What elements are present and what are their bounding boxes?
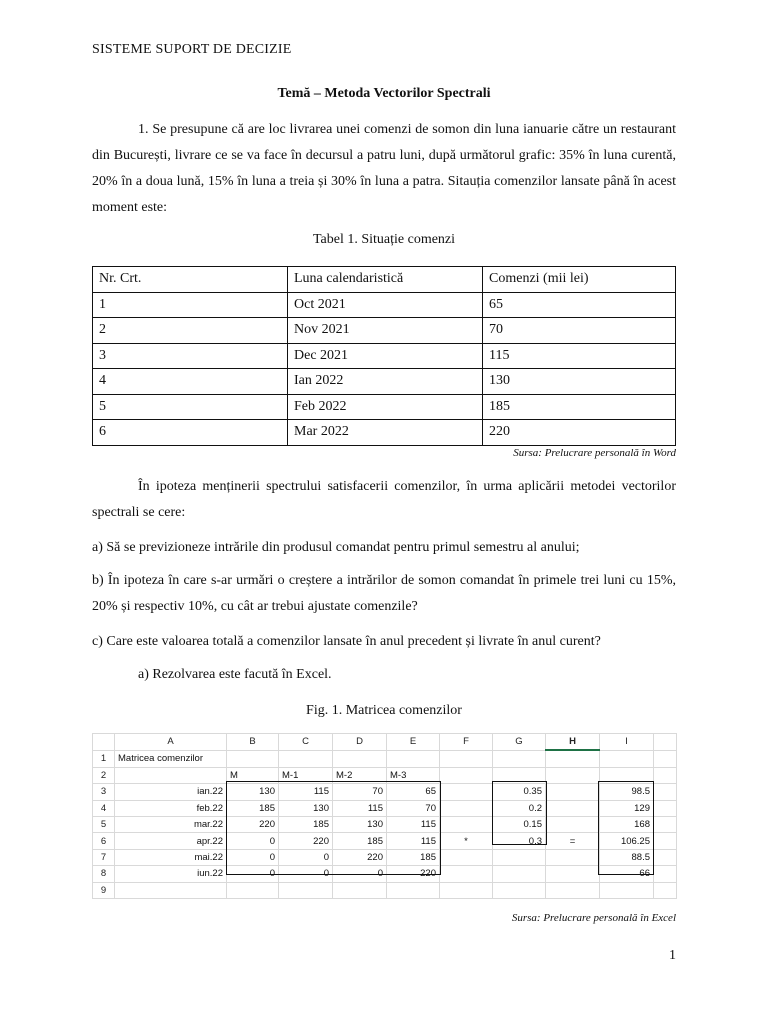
spreadsheet-cell-g[interactable] xyxy=(493,866,546,882)
spreadsheet-cell-i[interactable]: 88.5 xyxy=(600,849,654,865)
spreadsheet-cell-extra xyxy=(654,800,677,816)
spreadsheet-cell-c[interactable] xyxy=(279,750,333,767)
spreadsheet-cell-d[interactable]: 70 xyxy=(333,784,387,800)
table-header-cell: Comenzi (mii lei) xyxy=(483,267,676,293)
row-header: 4 xyxy=(93,800,115,816)
column-header-row xyxy=(93,734,677,751)
table-cell: 65 xyxy=(483,292,676,318)
row-header: 2 xyxy=(93,767,115,783)
table-header-cell: Nr. Crt. xyxy=(93,267,288,293)
table-row xyxy=(93,292,676,318)
spreadsheet-cell-c[interactable]: M-1 xyxy=(279,767,333,783)
spreadsheet-cell-f[interactable] xyxy=(440,882,493,898)
fig1-source: Sursa: Prelucrare personală în Excel xyxy=(511,912,676,924)
column-header: G xyxy=(493,734,546,751)
fig1-caption: Fig. 1. Matricea comenzilor xyxy=(306,703,462,718)
spreadsheet-cell-d[interactable]: 115 xyxy=(333,800,387,816)
spreadsheet-cell-b[interactable]: 220 xyxy=(227,816,279,832)
question-c: c) Care este valoarea totală a comenzilor lansate în anul precedent și livrate în anul curent? xyxy=(92,634,601,649)
spreadsheet-cell-h[interactable] xyxy=(546,849,600,865)
column-header: A xyxy=(115,734,227,751)
spreadsheet-cell-a[interactable]: mai.22 xyxy=(115,849,227,865)
spreadsheet-cell-g[interactable] xyxy=(493,849,546,865)
spreadsheet-cell-h[interactable] xyxy=(546,784,600,800)
spreadsheet-cell-h[interactable]: = xyxy=(546,833,600,849)
column-header: F xyxy=(440,734,493,751)
table1-source: Sursa: Prelucrare personală în Word xyxy=(513,447,676,459)
table-row xyxy=(93,318,676,344)
spreadsheet-cell-a[interactable]: mar.22 xyxy=(115,816,227,832)
spreadsheet-cell-b[interactable] xyxy=(227,882,279,898)
row-header: 7 xyxy=(93,849,115,865)
spreadsheet-cell-extra xyxy=(654,784,677,800)
table-cell: Dec 2021 xyxy=(288,343,483,369)
table-cell: 185 xyxy=(483,394,676,420)
spreadsheet-row xyxy=(93,816,677,832)
spreadsheet-cell-e[interactable]: 115 xyxy=(387,816,440,832)
row-header: 3 xyxy=(93,784,115,800)
table-row xyxy=(93,369,676,395)
spreadsheet-cell-h[interactable] xyxy=(546,866,600,882)
spreadsheet-cell-b[interactable]: 185 xyxy=(227,800,279,816)
hypothesis-paragraph: În ipoteza menținerii spectrului satisfacerii comenzilor, în urma aplicării metodei vectorilor spectrali se cere: xyxy=(92,479,676,520)
spreadsheet-cell-h[interactable] xyxy=(546,767,600,783)
table-cell: 5 xyxy=(93,394,288,420)
spreadsheet-cell-i[interactable]: 66 xyxy=(600,866,654,882)
spreadsheet-row xyxy=(93,800,677,816)
spreadsheet-cell-b[interactable]: 130 xyxy=(227,784,279,800)
spreadsheet-cell-f[interactable] xyxy=(440,866,493,882)
table-cell: 1 xyxy=(93,292,288,318)
spreadsheet-cell-f[interactable]: * xyxy=(440,833,493,849)
spreadsheet-cell-d[interactable]: 185 xyxy=(333,833,387,849)
spreadsheet-row xyxy=(93,849,677,865)
table-cell: 4 xyxy=(93,369,288,395)
table-cell: Oct 2021 xyxy=(288,292,483,318)
document-title: Temă – Metoda Vectorilor Spectrali xyxy=(277,86,491,101)
spreadsheet-cell-f[interactable] xyxy=(440,849,493,865)
question-a: a) Să se previzioneze intrările din produsul comandat pentru primul semestru al anului; xyxy=(92,540,580,555)
spreadsheet-cell-c[interactable]: 220 xyxy=(279,833,333,849)
spreadsheet-cell-g[interactable] xyxy=(493,882,546,898)
spreadsheet-cell-f[interactable] xyxy=(440,784,493,800)
table-cell: 70 xyxy=(483,318,676,344)
orders-table xyxy=(92,266,676,446)
spreadsheet-cell-f[interactable] xyxy=(440,750,493,767)
spreadsheet-cell-b[interactable]: 0 xyxy=(227,849,279,865)
spreadsheet-grid xyxy=(92,733,677,899)
table-cell: Nov 2021 xyxy=(288,318,483,344)
table-cell: Mar 2022 xyxy=(288,420,483,446)
spreadsheet-cell-g[interactable]: 0.15 xyxy=(493,816,546,832)
spreadsheet-cell-d[interactable]: 0 xyxy=(333,866,387,882)
column-header: B xyxy=(227,734,279,751)
spreadsheet-cell-c[interactable]: 130 xyxy=(279,800,333,816)
corner-cell xyxy=(93,734,115,751)
table-cell: 6 xyxy=(93,420,288,446)
spreadsheet-cell-a[interactable]: ian.22 xyxy=(115,784,227,800)
spreadsheet-cell-extra xyxy=(654,816,677,832)
page-number: 1 xyxy=(669,948,676,963)
intro-paragraph: 1. Se presupune că are loc livrarea unei comenzi de somon din luna ianuarie către un restaurant din București, livrare ce se va face în decursul a patru luni, după următorul grafic: 35% în luna curentă, 20% în a doua lună, 15% în luna a treia și 30% în luna a patra. Sitauția comenzilor lansate până în acest moment este: xyxy=(92,122,676,215)
spreadsheet-cell-b[interactable]: 0 xyxy=(227,833,279,849)
spreadsheet-cell-e[interactable]: M-3 xyxy=(387,767,440,783)
spreadsheet-cell-f[interactable] xyxy=(440,767,493,783)
column-header-selected: H xyxy=(546,734,600,751)
table-row xyxy=(93,394,676,420)
spreadsheet-cell-g[interactable] xyxy=(493,750,546,767)
row-header: 8 xyxy=(93,866,115,882)
spreadsheet-cell-i[interactable] xyxy=(600,882,654,898)
spreadsheet-cell-d[interactable] xyxy=(333,882,387,898)
solution-line: a) Rezolvarea este facută în Excel. xyxy=(138,667,332,682)
spreadsheet-cell-extra xyxy=(654,833,677,849)
table-cell: 115 xyxy=(483,343,676,369)
spreadsheet-row xyxy=(93,882,677,898)
table-row xyxy=(93,420,676,446)
column-header: C xyxy=(279,734,333,751)
spreadsheet-cell-d[interactable]: M-2 xyxy=(333,767,387,783)
spreadsheet-cell-g[interactable] xyxy=(493,767,546,783)
spreadsheet-cell-i[interactable] xyxy=(600,750,654,767)
row-header: 6 xyxy=(93,833,115,849)
table1-caption: Tabel 1. Situație comenzi xyxy=(312,232,456,247)
spreadsheet-cell-c[interactable] xyxy=(279,882,333,898)
question-b: b) În ipoteza în care s-ar urmări o creștere a intrărilor de somon comandat în primele trei luni cu 15%, 20% și respectiv 10%, cu cât ar trebui ajustate comenzile? xyxy=(92,573,676,614)
table-cell: 2 xyxy=(93,318,288,344)
spreadsheet-cell-extra xyxy=(654,882,677,898)
spreadsheet-cell-a[interactable] xyxy=(115,767,227,783)
table-header-cell: Luna calendaristică xyxy=(288,267,483,293)
spreadsheet-cell-c[interactable]: 0 xyxy=(279,849,333,865)
spreadsheet-cell-a[interactable] xyxy=(115,882,227,898)
spreadsheet-cell-i[interactable] xyxy=(600,767,654,783)
spreadsheet-cell-h[interactable] xyxy=(546,882,600,898)
spreadsheet-cell-h[interactable] xyxy=(546,800,600,816)
column-header: E xyxy=(387,734,440,751)
spreadsheet-cell-extra xyxy=(654,767,677,783)
table-cell: Ian 2022 xyxy=(288,369,483,395)
spreadsheet-cell-d[interactable]: 220 xyxy=(333,849,387,865)
spreadsheet-cell-h[interactable] xyxy=(546,750,600,767)
spreadsheet-cell-e[interactable]: 185 xyxy=(387,849,440,865)
table-row xyxy=(93,343,676,369)
spreadsheet-cell-h[interactable] xyxy=(546,816,600,832)
table-cell: 3 xyxy=(93,343,288,369)
spreadsheet-cell-b[interactable] xyxy=(227,750,279,767)
spreadsheet-cell-i[interactable]: 98.5 xyxy=(600,784,654,800)
column-header xyxy=(654,734,677,751)
spreadsheet-cell-i[interactable]: 168 xyxy=(600,816,654,832)
column-header: I xyxy=(600,734,654,751)
spreadsheet-cell-i[interactable]: 106.25 xyxy=(600,833,654,849)
spreadsheet-row xyxy=(93,750,677,767)
spreadsheet-cell-extra xyxy=(654,750,677,767)
spreadsheet-cell-a[interactable]: iun.22 xyxy=(115,866,227,882)
table-cell: 130 xyxy=(483,369,676,395)
spreadsheet-cell-e[interactable]: 70 xyxy=(387,800,440,816)
spreadsheet-row xyxy=(93,767,677,783)
spreadsheet-cell-a[interactable]: feb.22 xyxy=(115,800,227,816)
spreadsheet-cell-i[interactable]: 129 xyxy=(600,800,654,816)
spreadsheet-cell-b[interactable]: 0 xyxy=(227,866,279,882)
spreadsheet-cell-c[interactable]: 0 xyxy=(279,866,333,882)
spreadsheet-cell-a[interactable]: apr.22 xyxy=(115,833,227,849)
spreadsheet-cell-c[interactable]: 185 xyxy=(279,816,333,832)
row-header: 5 xyxy=(93,816,115,832)
table-cell: Feb 2022 xyxy=(288,394,483,420)
spreadsheet-cell-e[interactable]: 220 xyxy=(387,866,440,882)
spreadsheet-cell-g[interactable]: 0.3 xyxy=(493,833,546,849)
column-header: D xyxy=(333,734,387,751)
spreadsheet-cell-g[interactable]: 0.2 xyxy=(493,800,546,816)
spreadsheet-cell-a[interactable]: Matricea comenzilor xyxy=(115,750,227,767)
spreadsheet-cell-extra xyxy=(654,849,677,865)
spreadsheet-cell-g[interactable]: 0.35 xyxy=(493,784,546,800)
table-header-row xyxy=(93,267,676,293)
excel-screenshot xyxy=(92,733,676,896)
spreadsheet-cell-d[interactable]: 130 xyxy=(333,816,387,832)
spreadsheet-cell-e[interactable] xyxy=(387,882,440,898)
spreadsheet-row xyxy=(93,784,677,800)
spreadsheet-cell-extra xyxy=(654,866,677,882)
spreadsheet-cell-e[interactable]: 115 xyxy=(387,833,440,849)
spreadsheet-row xyxy=(93,833,677,849)
row-header: 1 xyxy=(93,750,115,767)
page-header: SISTEME SUPORT DE DECIZIE xyxy=(92,42,292,57)
table-cell: 220 xyxy=(483,420,676,446)
spreadsheet-cell-c[interactable]: 115 xyxy=(279,784,333,800)
spreadsheet-row xyxy=(93,866,677,882)
spreadsheet-cell-f[interactable] xyxy=(440,816,493,832)
spreadsheet-cell-f[interactable] xyxy=(440,800,493,816)
spreadsheet-cell-e[interactable] xyxy=(387,750,440,767)
spreadsheet-cell-b[interactable]: M xyxy=(227,767,279,783)
spreadsheet-cell-e[interactable]: 65 xyxy=(387,784,440,800)
row-header: 9 xyxy=(93,882,115,898)
spreadsheet-cell-d[interactable] xyxy=(333,750,387,767)
